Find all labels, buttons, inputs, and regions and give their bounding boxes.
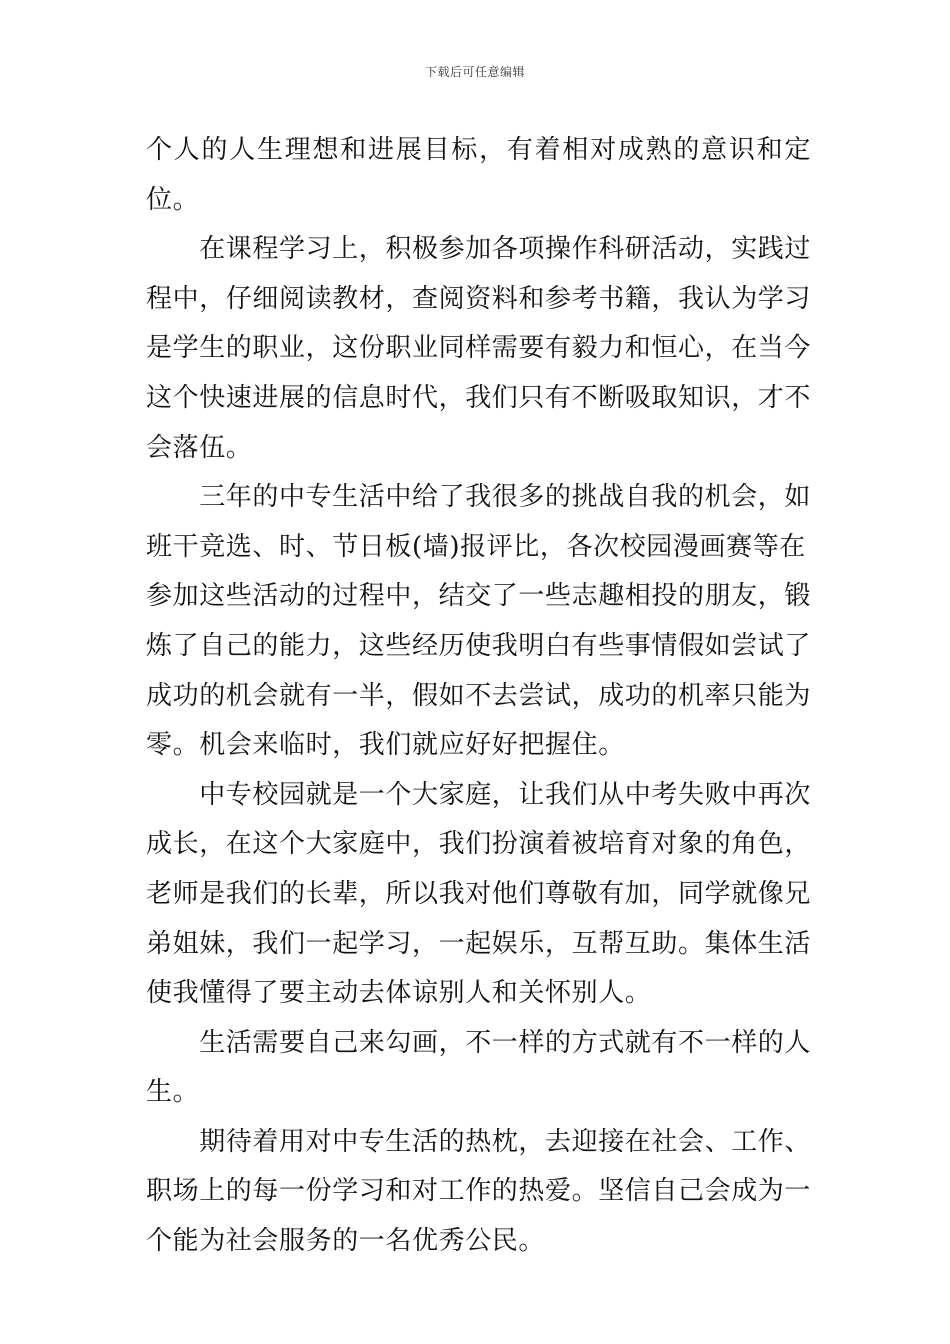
- paragraph-6: 期待着用对中专生活的热枕，去迎接在社会、工作、 职场上的每一份学习和对工作的热爱。坚信自己会成为一 个能为社会服务的一名优秀公民。: [146, 1126, 812, 1257]
- paragraph-1: 个人的人生理想和进展目标，有着相对成熟的意识和定位。: [146, 135, 811, 215]
- paragraph-4: 中专校园就是一个大家庭，让我们从中考失败中再次 成长，在这个大家庭中，我们扮演着被培育对象的角色， 老师是我们的长辈，所以我对他们尊敬有加，同学就像兄 弟姐妹，我们一起学习，一起娱乐，互帮互助。集体生活 使我懂得了要主动去体谅别人和关怀别人。: [146, 779, 812, 1009]
- paragraph-5: 生活需要自己来勾画，不一样的方式就有不一样的人 生。: [146, 1027, 812, 1108]
- paragraph-2: 在课程学习上，积极参加各项操作科研活动，实践过 程中，仔细阅读教材，查阅资料和参考书籍，我认为学习 是学生的职业，这份职业同样需要有毅力和恒心，在当今 这个快速进展的信息时代，我们只有不断吸取知识，才不 会落伍。: [146, 234, 812, 463]
- document-body: [146, 126, 811, 1267]
- paragraph-3: 三年的中专生活中给了我很多的挑战自我的机会，如 班干竞选、时、节日板(墙)报评比，各次校园漫画赛等在 参加这些活动的过程中，结交了一些志趣相投的朋友，锻 炼了自己的能力，这些经历使我明白有些事情假如尝试了 成功的机会就有一半，假如不去尝试，成功的机率只能为 零。机会来临时，我们就应好好把握住。: [146, 482, 812, 761]
- page-header: 下载后可任意编辑: [424, 65, 525, 79]
